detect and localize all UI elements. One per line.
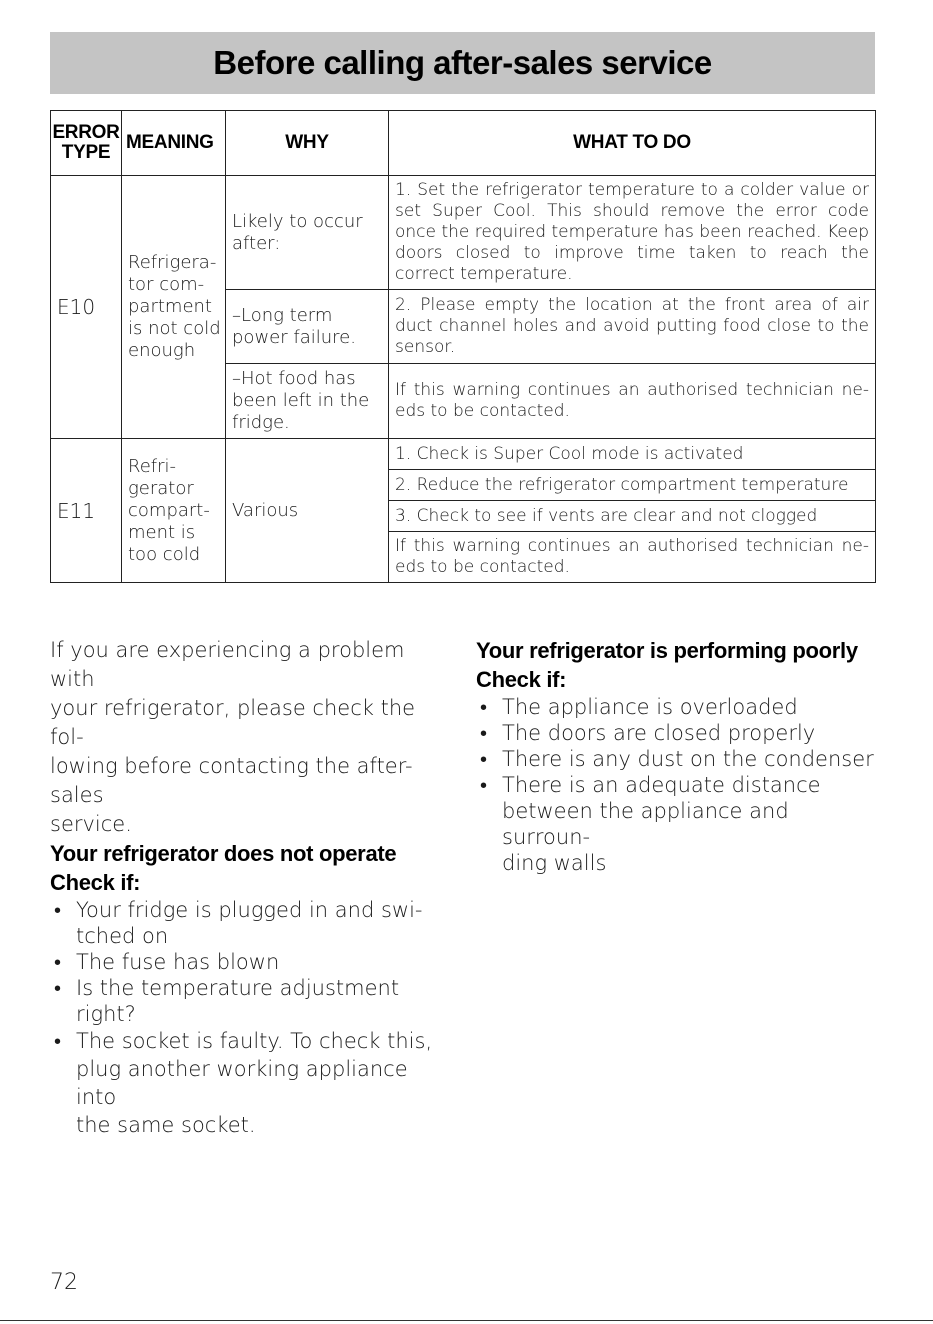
meaning-line: Refri-	[128, 455, 177, 477]
meaning-line: is not cold	[128, 318, 221, 339]
why-e10-2	[226, 290, 389, 364]
what-to-do-e11-1: 1. Check is Super Cool mode is activated	[389, 439, 876, 470]
why-line: been left in the	[232, 390, 370, 411]
list-item-line: tched on	[76, 924, 169, 948]
title-banner	[50, 32, 875, 94]
list-item-line: • The doors are closed properly	[502, 721, 816, 745]
right-column	[476, 636, 880, 876]
intro-paragraph	[50, 636, 450, 839]
list-item-line: between the appliance and surroun-	[502, 799, 789, 849]
why-e11: Various	[226, 439, 389, 583]
meaning-line: compart-	[128, 499, 210, 521]
list-item-line: plug another working appliance into	[76, 1057, 408, 1109]
list-item-line: • Your fridge is plugged in and swi-	[76, 898, 423, 922]
header-why: WHY	[226, 111, 389, 176]
what-to-do-e10-1: 1. Set the refrigerator temperature to a colder value or set Super Cool. This should remove the error code once the required temperature has been reached. Keep doors closed to improve time taken to reach the correct temperature.	[389, 176, 876, 290]
why-e10-1	[226, 176, 389, 290]
meaning-e11	[122, 439, 226, 583]
page-number: 72	[50, 1270, 78, 1295]
list-item-line: ding walls	[502, 851, 607, 875]
list-item	[476, 694, 880, 720]
why-line: Likely to occur	[232, 210, 363, 232]
meaning-line: ment is	[128, 521, 196, 543]
what-to-do-e10-2: 2. Please empty the location at the front area of air duct channel holes and avoid putting food close to the sensor.	[389, 290, 876, 364]
check-list-performing-poorly	[476, 694, 880, 876]
list-item-line: • There is any dust on the condenser	[502, 747, 874, 771]
intro-line: If you are experiencing a problem with	[50, 638, 405, 691]
error-code-e11: E11	[51, 439, 122, 583]
list-item	[476, 772, 880, 876]
meaning-e10	[122, 176, 226, 439]
list-item	[50, 897, 450, 949]
error-code-e10: E10	[51, 176, 122, 439]
list-item-line: • Is the temperature adjustment right?	[76, 976, 400, 1026]
list-item-line: • There is an adequate distance	[502, 773, 821, 797]
meaning-line: Refrigera-	[128, 252, 217, 273]
table-row	[51, 439, 876, 470]
what-to-do-e11-3: 3. Check to see if vents are clear and not clogged	[389, 501, 876, 532]
meaning-line: gerator	[128, 477, 194, 499]
intro-line: your refrigerator, please check the fol-	[50, 696, 416, 749]
header-error-type-line2: TYPE	[61, 142, 111, 163]
meaning-line: enough	[128, 340, 196, 361]
error-table	[50, 110, 876, 583]
why-line: –Hot food has	[232, 368, 356, 389]
header-what-to-do: WHAT TO DO	[389, 111, 876, 176]
intro-line: service.	[50, 812, 132, 836]
why-line: fridge.	[232, 412, 290, 433]
section-heading-performing-poorly: Your refrigerator is performing poorly	[476, 638, 858, 663]
section-subheading-check-if: Check if:	[50, 870, 141, 895]
meaning-line: tor com-	[128, 274, 205, 295]
list-item	[50, 975, 450, 1027]
list-item	[476, 720, 880, 746]
intro-line: lowing before contacting the after-sales	[50, 754, 413, 807]
section-subheading-check-if: Check if:	[476, 667, 567, 692]
list-item	[476, 746, 880, 772]
table-header-row	[51, 111, 876, 176]
what-to-do-e11-2: 2. Reduce the refrigerator compartment temperature	[389, 470, 876, 501]
list-item-line: • The socket is faulty. To check this,	[76, 1029, 433, 1053]
list-item	[50, 949, 450, 975]
why-line: power failure.	[232, 326, 356, 348]
page-title: Before calling after-sales service	[213, 44, 712, 81]
why-line: –Long term	[232, 304, 333, 326]
why-e10-3	[226, 364, 389, 439]
meaning-line: partment	[128, 296, 212, 317]
check-list-not-operate	[50, 897, 450, 1139]
left-column	[50, 636, 450, 1139]
header-error-type-line1: ERROR	[52, 122, 120, 143]
list-item-line: • The appliance is overloaded	[502, 695, 798, 719]
list-item	[50, 1027, 450, 1139]
what-to-do-e11-4: If this warning continues an authorised technician ne-eds to be contacted.	[389, 532, 876, 583]
bottom-divider	[0, 1320, 933, 1321]
what-to-do-e10-3: If this warning continues an authorised technician ne-eds to be contacted.	[389, 364, 876, 439]
section-heading-not-operate: Your refrigerator does not operate	[50, 841, 397, 866]
header-error-type	[51, 111, 122, 176]
list-item-line: the same socket.	[76, 1113, 256, 1137]
why-line: after:	[232, 232, 281, 254]
list-item-line: • The fuse has blown	[76, 950, 280, 974]
table-row	[51, 176, 876, 290]
meaning-line: too cold	[128, 543, 201, 565]
header-meaning: MEANING	[122, 111, 226, 176]
